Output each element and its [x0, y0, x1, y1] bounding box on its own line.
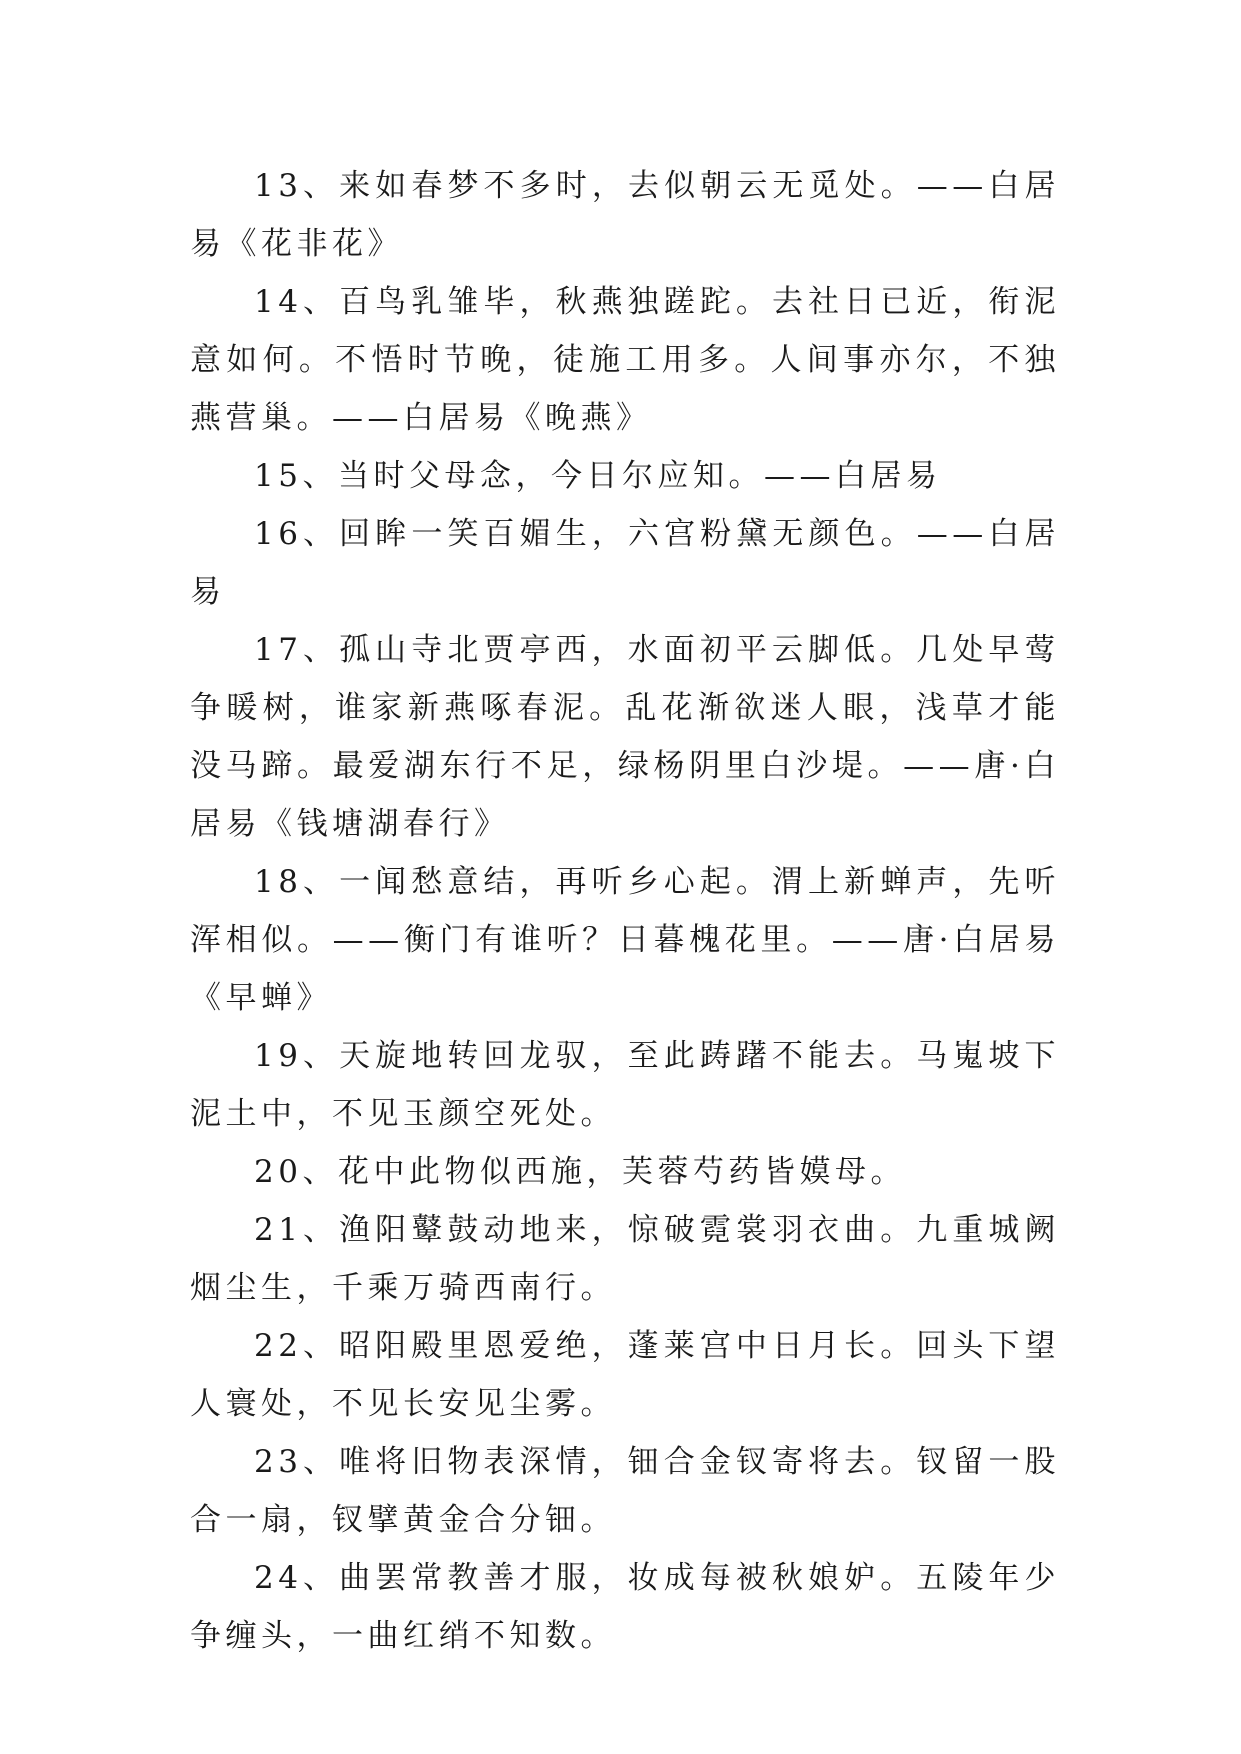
poem-quote-14: 14、百鸟乳雏毕，秋燕独蹉跎。去社日已近，衔泥意如何。不悟时节晚，徒施工用多。人间事亦尔，不独燕营巢。——白居易《晚燕》: [190, 284, 1060, 436]
document-body: [190, 157, 1060, 1665]
poem-quote-20: 20、花中此物似西施，芙蓉芍药皆嫫母。: [254, 1154, 906, 1190]
poem-quote-19: 19、天旋地转回龙驭，至此踌躇不能去。马嵬坡下泥土中，不见玉颜空死处。: [190, 1038, 1060, 1132]
poem-quote-18: 18、一闻愁意结，再听乡心起。渭上新蝉声，先听浑相似。——衡门有谁听？日暮槐花里。——唐·白居易《早蝉》: [190, 864, 1060, 1016]
poem-quote-22: 22、昭阳殿里恩爱绝，蓬莱宫中日月长。回头下望人寰处，不见长安见尘雾。: [190, 1328, 1060, 1422]
poem-quote-21: 21、渔阳鼙鼓动地来，惊破霓裳羽衣曲。九重城阙烟尘生，千乘万骑西南行。: [190, 1212, 1060, 1306]
poem-quote-24: 24、曲罢常教善才服，妆成每被秋娘妒。五陵年少争缠头，一曲红绡不知数。: [190, 1560, 1060, 1654]
poem-quote-15: 15、当时父母念，今日尔应知。——白居易: [254, 458, 942, 494]
poem-quote-23: 23、唯将旧物表深情，钿合金钗寄将去。钗留一股合一扇，钗擘黄金合分钿。: [190, 1444, 1060, 1538]
poem-quote-16: 16、回眸一笑百媚生，六宫粉黛无颜色。——白居易: [190, 516, 1060, 610]
poem-quote-17: 17、孤山寺北贾亭西，水面初平云脚低。几处早莺争暖树，谁家新燕啄春泥。乱花渐欲迷人眼，浅草才能没马蹄。最爱湖东行不足，绿杨阴里白沙堤。——唐·白居易《钱塘湖春行》: [190, 632, 1060, 842]
poem-quote-13: 13、来如春梦不多时，去似朝云无觅处。——白居易《花非花》: [190, 168, 1060, 262]
